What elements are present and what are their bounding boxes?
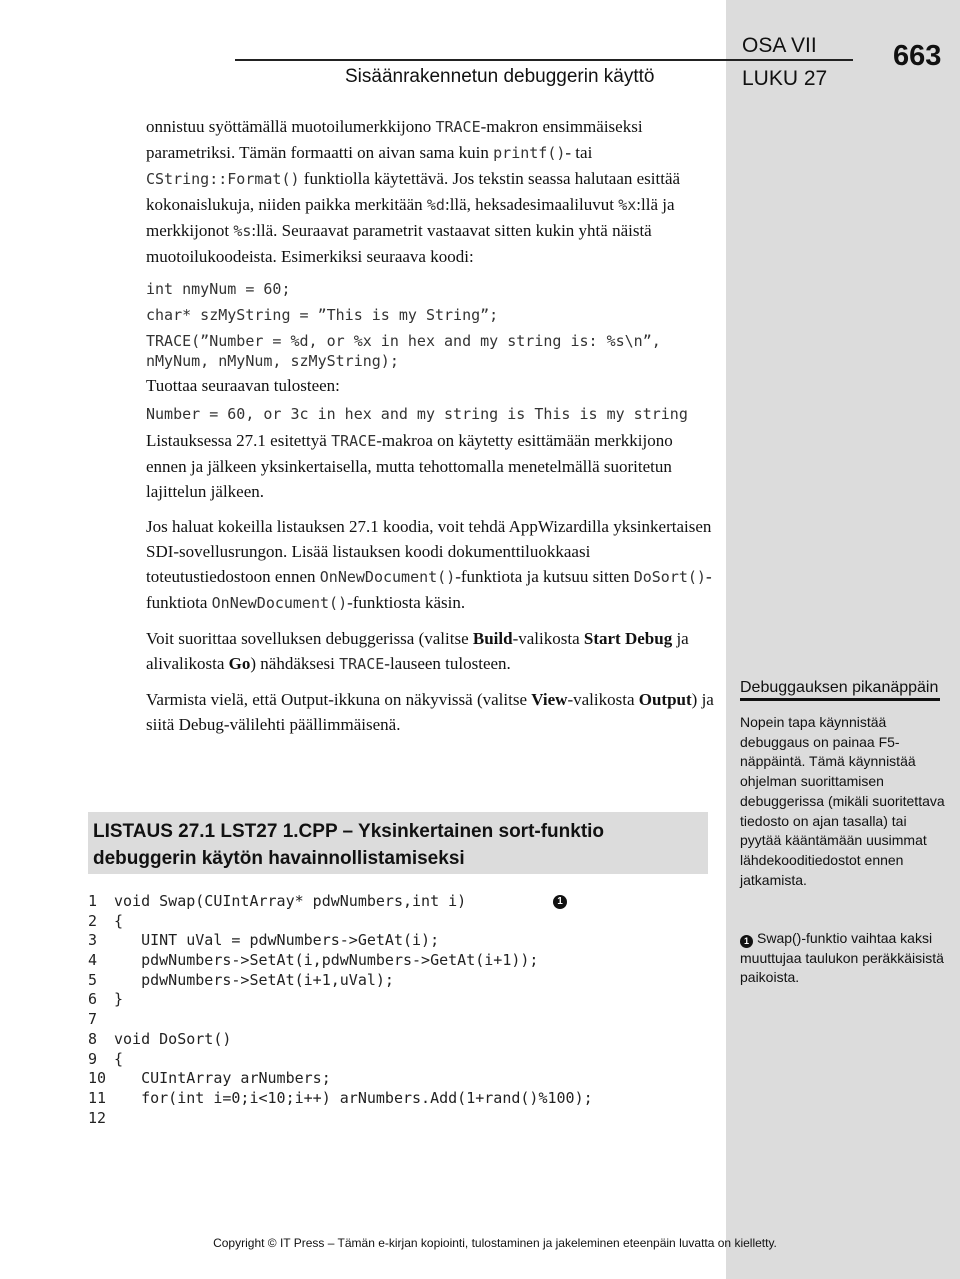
inline-code: TRACE [339,655,385,673]
inline-code: CString::Format() [146,170,300,188]
sidebar-text: Nopein tapa käynnistää debuggaus on painaa F5-näppäintä. Tämä käynnistää ohjelman suorittamisen debuggerissa (mikäli suoritettava tiedosto on ajan tasalla) tai pyytää kääntämään uusimmat lähdekooditiedostot ennen jatkamista. [740,714,945,888]
inline-code: OnNewDocument() [211,594,348,612]
code-line [88,931,593,951]
code-line [88,1089,593,1109]
line-number: 7 [88,1010,98,1029]
line-code: { [114,1049,124,1068]
text-run: - tai [565,143,593,162]
inline-code: %d [426,196,445,214]
page-number: 663 [893,40,942,72]
code-example: int nmyNum = 60; [146,280,291,298]
line-number: 10 [88,1069,107,1088]
line-number: 6 [88,990,98,1009]
line-code: void DoSort() [114,1029,232,1048]
code-line [88,1109,593,1129]
line-number: 8 [88,1029,98,1048]
text-run: -valikosta [567,690,639,709]
sidebar-title: Debuggauksen pikanäppäin [740,679,940,701]
line-code: void Swap(CUIntArray* pdwNumbers,int i) [114,892,467,910]
text-run: ) ja siitä Debug-välilehti päällimmäisenä. [146,690,714,734]
code-line [88,1030,593,1050]
part-label: OSA VII [742,34,817,57]
code-line [88,971,593,991]
code-line [88,990,593,1010]
line-code: CUIntArray arNumbers; [114,1069,331,1088]
listing-title: LISTAUS 27.1 LST27 1.CPP – Yksinkertainen sort-funktio debuggerin käytön havainnollistamiseksi [93,821,605,869]
text-run: onnistuu syöttämällä muotoilumerkkijono [146,117,436,136]
line-number: 4 [88,951,98,970]
text-run: :llä ja merkkijonot [146,195,675,240]
sidebar-note-text: Swap()-funktio vaihtaa kaksi muuttujaa taulukon peräkkäisistä paikoista. [740,930,944,986]
code-line [88,892,593,912]
text-run: ja alivalikosta [146,629,689,673]
text-run: :llä, heksadesimaaliluvut [444,195,619,214]
text-run: Varmista vielä, että Output-ikkuna on näkyvissä (valitse [146,690,532,709]
text-run: -funktiota ja kutsuu sitten [455,567,634,586]
running-header: Sisäänrakennetun debuggerin käyttö [345,66,655,87]
line-number: 9 [88,1049,98,1068]
inline-code: printf() [493,144,566,162]
code-line [88,1050,593,1070]
sidebar-note [740,929,945,988]
main-text [146,114,716,737]
copyright-footer: Copyright © IT Press – Tämän e-kirjan kopiointi, tulostaminen ja jakeleminen eteenpäin luvatta on kielletty. [213,1236,777,1250]
line-code: pdwNumbers->SetAt(i+1,uVal); [114,970,394,989]
code-line [88,912,593,932]
text-run: -valikosta [512,629,584,648]
code-output: Number = 60, or 3c in hex and my string is This is my string [146,405,688,423]
annotation-marker-icon: 1 [740,935,753,948]
line-number: 2 [88,911,98,930]
text-run: ) nähdäksesi [250,654,340,673]
inline-code: %s [233,222,252,240]
paragraph [146,428,716,504]
menu-name: View [531,690,568,709]
line-number: 3 [88,931,98,950]
menu-name: Build [472,629,513,648]
chapter-label: LUKU 27 [742,67,828,90]
margin-column [726,0,960,1279]
line-number: 11 [88,1088,107,1107]
inline-code: TRACE [331,432,377,450]
code-line [88,1069,593,1089]
text-run: -lauseen tulosteen. [384,654,511,673]
code-listing [88,892,593,1128]
line-code: } [114,990,124,1009]
line-number: 12 [88,1108,107,1127]
menu-name: Start Debug [583,629,673,648]
line-code: { [114,911,124,930]
text-run: Jos haluat kokeilla listauksen 27.1 koodia, voit tehdä AppWizardilla yksinkertaisen SDI-sovellusrungon. Lisää listauksen koodi dokumenttiluokkaasi toteutustiedostoon ennen [146,517,712,586]
paragraph [146,626,716,677]
text-run: -makroa on käytetty esittämään merkkijono ennen ja jälkeen yksinkertaisella, mutta tehottomalla menetelmällä suoritetun lajittelun jälkeen. [146,431,673,501]
text-run: -funktiota [146,567,712,612]
code-line [88,1010,593,1030]
line-code: pdwNumbers->SetAt(i,pdwNumbers->GetAt(i+1)); [114,951,539,970]
code-line [88,951,593,971]
inline-code: %x [618,196,637,214]
inline-code: DoSort() [633,568,706,586]
paragraph [146,114,716,269]
text-run: -makron ensimmäiseksi parametriksi. Tämän formaatti on aivan sama kuin [146,117,643,162]
paragraph: Tuottaa seuraavan tulosteen: [146,376,340,395]
text-run: -funktiosta käsin. [347,593,466,612]
paragraph [146,687,716,737]
line-number: 1 [88,892,98,910]
text-run: Voit suorittaa sovelluksen debuggerissa (valitse [146,629,473,648]
annotation-marker-icon: 1 [553,895,567,909]
header-rule [235,59,853,61]
line-code: for(int i=0;i<10;i++) arNumbers.Add(1+rand()%100); [114,1088,593,1107]
inline-code: OnNewDocument() [319,568,456,586]
inline-code: TRACE [435,118,481,136]
text-run: funktiolla käytettävä. Jos tekstin seassa halutaan esittää kokonaislukuja, niiden paikka merkitään [146,169,681,214]
text-run: :llä. Seuraavat parametrit vastaavat sitten kukin yhtä näistä muotoilukoodeista. Esimerkiksi seuraava koodi: [146,221,652,266]
menu-name: Output [638,690,692,709]
code-example: char* szMyString = ”This is my String”; [146,306,499,324]
code-example: TRACE(”Number = %d, or %x in hex and my string is: %s\n”, nMyNum, nMyNum, szMyString); [146,332,670,370]
line-number: 5 [88,970,98,989]
text-run: Listauksessa 27.1 esitettyä [146,431,332,450]
line-code: UINT uVal = pdwNumbers->GetAt(i); [114,931,440,950]
menu-name: Go [228,654,251,673]
paragraph [146,514,716,616]
